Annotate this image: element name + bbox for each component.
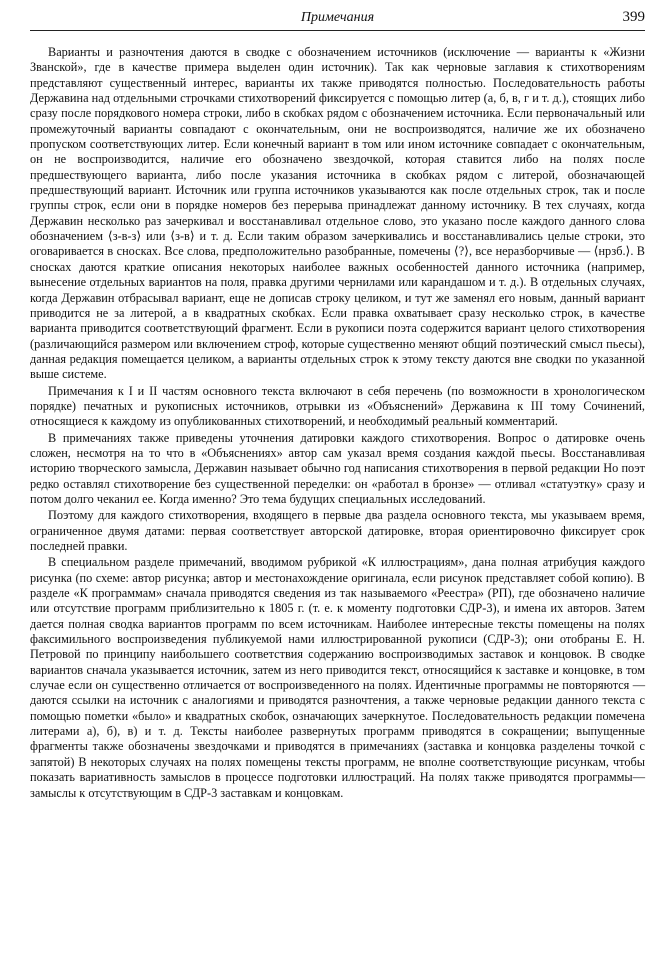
paragraph-variants: Варианты и разночтения даются в сводке с обозначением источников (исключение — варианты к «Жизни Званской», где в качестве примера выделен один источник). Так как черновые заглавия к стихотворениям представляют существенный интерес, варианты их также приводятся полностью. Последовательность работы Державина над отдельными строчками стихотворений фиксируется с помощью литер (а, б, в, г и т. д.), стоящих либо сразу после порядкового номера строки, либо в скобках рядом с обозначением источника. Если первоначальный или промежуточный варианты совпадают с окончательным, они не воспроизводятся, наличие же их обозначено пропуском соответствующих литер. Если конечный вариант в том или ином источнике совпадает с окончательным, он не воспроизводится, наличие его обозначено звездочкой, которая ставится либо на полях после предшествующего варианта, либо после указания источника в скобках рядом с литерой, обозначающей предшествующий вариант. Источник или группа источников указываются как после отдельных строк, так и после группы строк, если они в порядке номеров без перерыва принадлежат данному источнику. В тех случаях, когда Державин несколько раз зачеркивал и восстанавливал отдельное слово, это указано после каждого данного слова обозначением ⟨з-в-з⟩ или ⟨з-в⟩ и т. д. Если таким образом зачеркивались и восстанавливались целые строки, это оговаривается в сносках. Все слова, предположительно разобранные, помечены ⟨?⟩, все неразборчивые — ⟨нрзб.⟩. В сносках даются краткие описания некоторых наиболее важных особенностей данного источника (например, вынесение отдельных вариантов на поля, правка другими чернилами или карандашом и т. д.). В отдельных случаях, когда Державин отбрасывал вариант, еще не дописав строку целиком, и тут же заменял его новым, данный вариант приводится не за литерой, а в квадратных скобках. Если правка охватывает сразу несколько строк, в качестве варианта приводится соответствующий фрагмент. Если в рукописи поэта содержится вариант целого стихотворения (различающийся размером или включением строф, которые существенно меняют общий поэтический смысл пьесы), данная редакция помещается целиком, а варианты отдельных строк к этому тексту даются вне сводки по указанной выше системе. — [30, 45, 645, 382]
paragraph-dating: В примечаниях также приведены уточнения датировки каждого стихотворения. Вопрос о датировке очень сложен, несмотря на то что в «Объяснениях» автор сам указал время создания каждой пьесы. Восстанавливая историю творческого замысла, Державин называет обычно год написания стихотворения в первой редакции Но поэт редко оставлял стихотворение без существенной переделки: он «работал в бронзе» — отливал «статуэтку» сразу и потом долго чеканил ее. Когда именно? Это тема будущих специальных исследований. — [30, 430, 645, 506]
page-number: 399 — [622, 9, 645, 25]
page — [30, 6, 645, 801]
running-title: Примечания — [300, 10, 375, 25]
paragraph-illustrations-programs: В специальном разделе примечаний, вводимом рубрикой «К иллюстрациям», дана полная атрибуция каждого рисунка (по схеме: автор рисунка; автор и местонахождение оригинала, если рисунок представляет собой копию). В разделе «К программам» сначала приводятся сведения из так называемого «Реестра» (РП), где обозначено наличие или отсутствие программ приблизительно к 1805 г. (т. е. к моменту подготовки СДР-3), и имена их авторов. Затем дается полная сводка вариантов программ по всем источникам. Наиболее интересные тексты помещены на полях факсимильного воспроизведения публикуемой нами иллюстрированной рукописи (СДР-3); они отобраны Е. Н. Петровой по принципу наибольшего соответствия содержанию воспроизводимых заставок и концовок. В сводке вариантов сначала указывается источник, затем из него приводится текст, относящийся к заставке и концовке, в том случае если он существенно отличается от воспроизведенного на полях. Идентичные программы не повторяются — даются ссылки на источник с аналогиями и приводятся разночтения, а также черновые редакции данного текста с помощью пометки «было» и квадратных скобок, означающих зачеркнутое. Последовательность редакции помечена литерами а), б), в) и т. д. Тексты наиболее развернутых программ приводятся в сокращении; выпущенные фрагменты также обозначены звездочками и приводятся в примечаниях (заставка и концовка разделены точкой с запятой) В некоторых случаях на полях помещены тексты программ, не вполне соответствующие рисункам, чтобы показать вариативность замыслов в процессе подготовки иллюстраций. На полях также приводятся программы—замыслы к отсутствующим в СДР-3 заставкам и концовкам. — [30, 555, 645, 800]
paragraph-notes-contents: Примечания к I и II частям основного текста включают в себя перечень (по возможности в хронологическом порядке) печатных и рукописных источников, отрывки из «Объяснений» Державина к III тому Сочинений, относящиеся к каждому из опубликованных стихотворений, и необходимый реальный комментарий. — [30, 383, 645, 429]
body-text — [30, 45, 645, 801]
page-header — [30, 6, 645, 31]
paragraph-dating-method: Поэтому для каждого стихотворения, входящего в первые два раздела основного текста, мы указываем время, ограниченное двумя датами: первая соответствует авторской датировке, вторая ориентировочно фиксирует срок последней правки. — [30, 508, 645, 553]
